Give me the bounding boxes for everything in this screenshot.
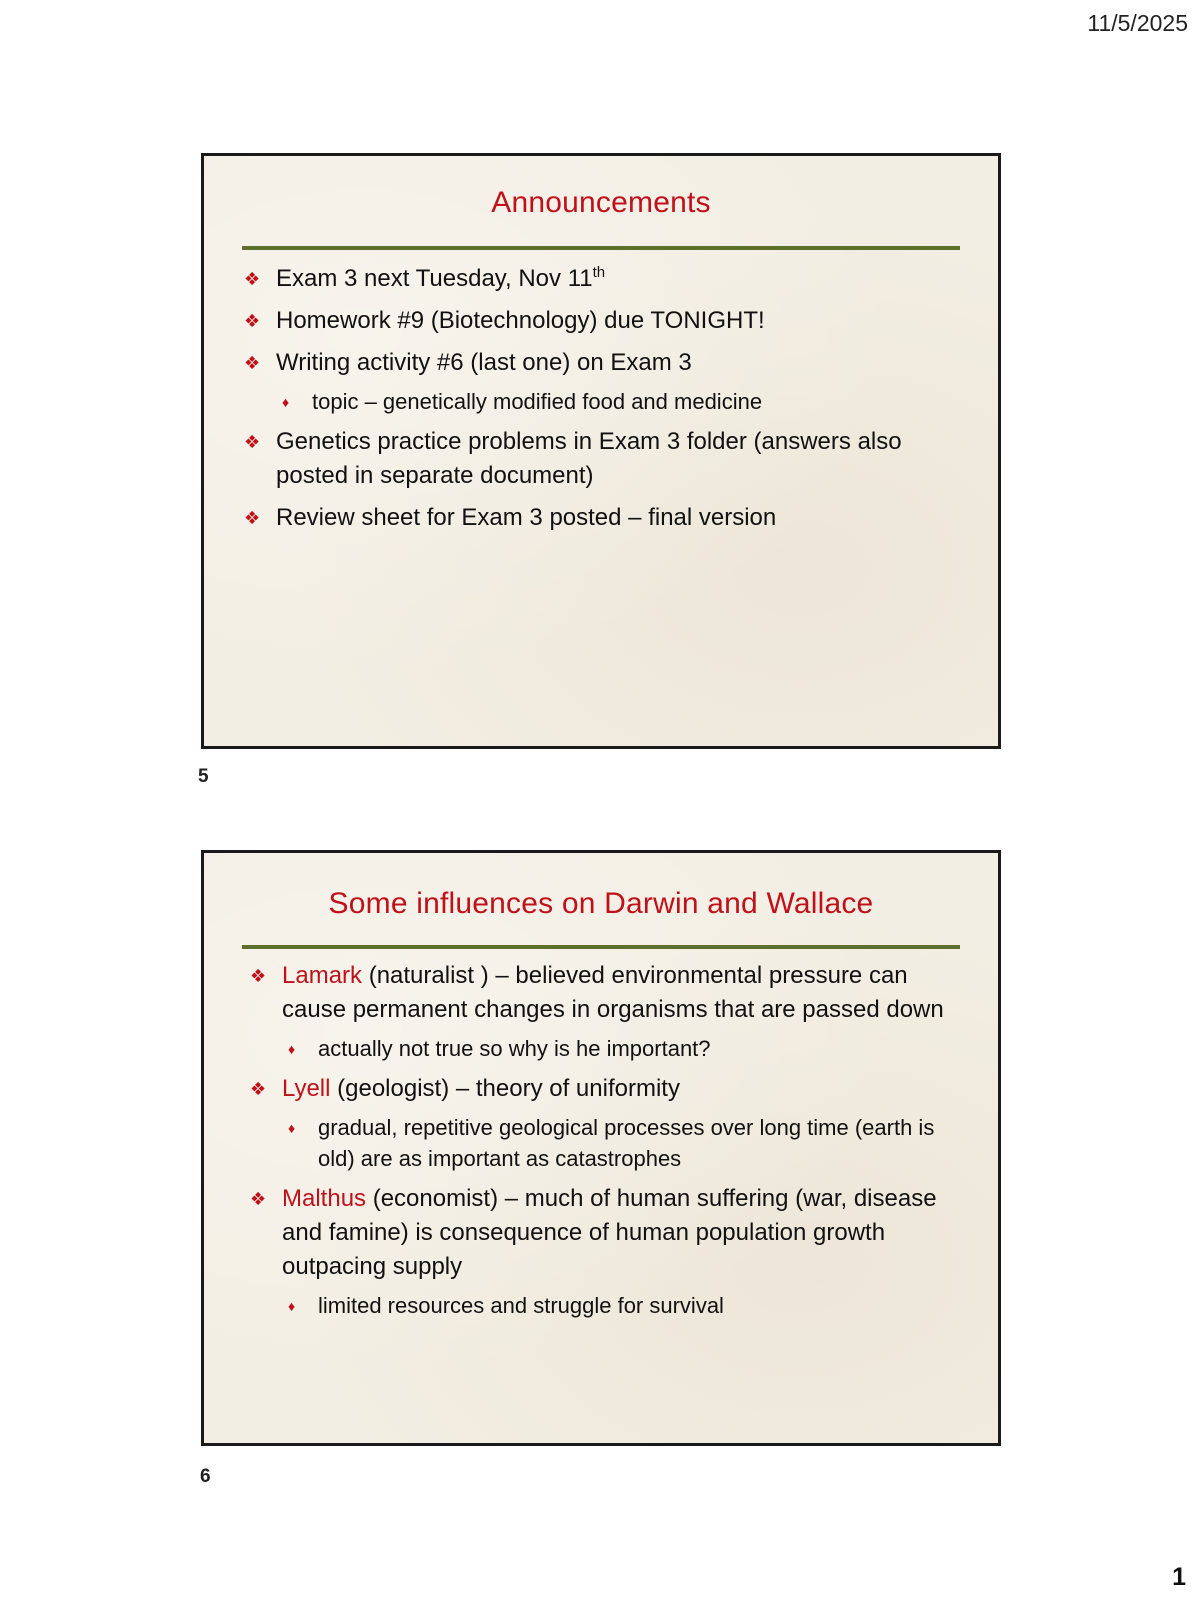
- diamond-cluster-icon: ❖: [244, 432, 261, 452]
- bullet-list: [242, 262, 960, 535]
- sub-list-item: ♦ actually not true so why is he important?: [248, 1033, 960, 1064]
- print-date: 11/5/2025: [1087, 10, 1188, 36]
- diamond-cluster-icon: ❖: [244, 311, 261, 331]
- person-name: Malthus: [282, 1185, 367, 1212]
- diamond-cluster-icon: ❖: [244, 269, 261, 289]
- diamond-cluster-icon: ❖: [250, 1079, 267, 1099]
- diamond-cluster-icon: ❖: [250, 1189, 267, 1209]
- slide-announcements: [201, 153, 1001, 749]
- diamond-cluster-icon: ❖: [244, 508, 261, 528]
- list-item: ❖ Writing activity #6 (last one) on Exam 3: [242, 346, 960, 380]
- title-rule: [242, 945, 960, 949]
- diamond-cluster-icon: ❖: [250, 966, 267, 986]
- list-item: ❖ Review sheet for Exam 3 posted – final version: [242, 501, 960, 535]
- list-item: ❖ Homework #9 (Biotechnology) due TONIGHT!: [242, 304, 960, 338]
- list-item: ❖ Malthus (economist) – much of human suffering (war, disease and famine) is consequence of human population growth outpacing supply: [248, 1182, 960, 1284]
- sub-list-item: ♦ gradual, repetitive geological processes over long time (earth is old) are as important as catastrophes: [288, 1115, 935, 1171]
- slide-influences: [201, 850, 1001, 1446]
- list-item: ❖ Lamark (naturalist ) – believed environmental pressure can cause permanent changes in organisms that are passed down: [248, 959, 960, 1027]
- sub-list-item: ♦ limited resources and struggle for survival: [248, 1290, 960, 1321]
- slide-number: 6: [200, 1466, 211, 1487]
- slide-number: 5: [198, 766, 209, 787]
- person-name: Lyell: [282, 1075, 331, 1102]
- slide-title: Some influences on Darwin and Wallace: [328, 887, 874, 920]
- slide-body: [242, 262, 960, 543]
- list-item: ❖ Genetics practice problems in Exam 3 folder (answers also posted in separate document): [242, 425, 960, 493]
- small-diamond-icon: ♦: [282, 394, 290, 410]
- sub-list-item: ♦ topic – genetically modified food and medicine: [242, 386, 960, 417]
- small-diamond-icon: ♦: [288, 1041, 296, 1057]
- slide-title: Announcements: [491, 186, 711, 219]
- small-diamond-icon: ♦: [288, 1120, 296, 1136]
- list-item: ❖ Lyell (geologist) – theory of uniformity: [248, 1072, 960, 1106]
- slide-body: [248, 959, 960, 1329]
- diamond-cluster-icon: ❖: [244, 353, 261, 373]
- bullet-list: [248, 959, 960, 1321]
- small-diamond-icon: ♦: [288, 1298, 296, 1314]
- list-item: ❖ Exam 3 next Tuesday, Nov 11th: [242, 262, 960, 296]
- title-rule: [242, 246, 960, 250]
- person-name: Lamark: [282, 962, 363, 989]
- page-number: 1: [1172, 1563, 1186, 1591]
